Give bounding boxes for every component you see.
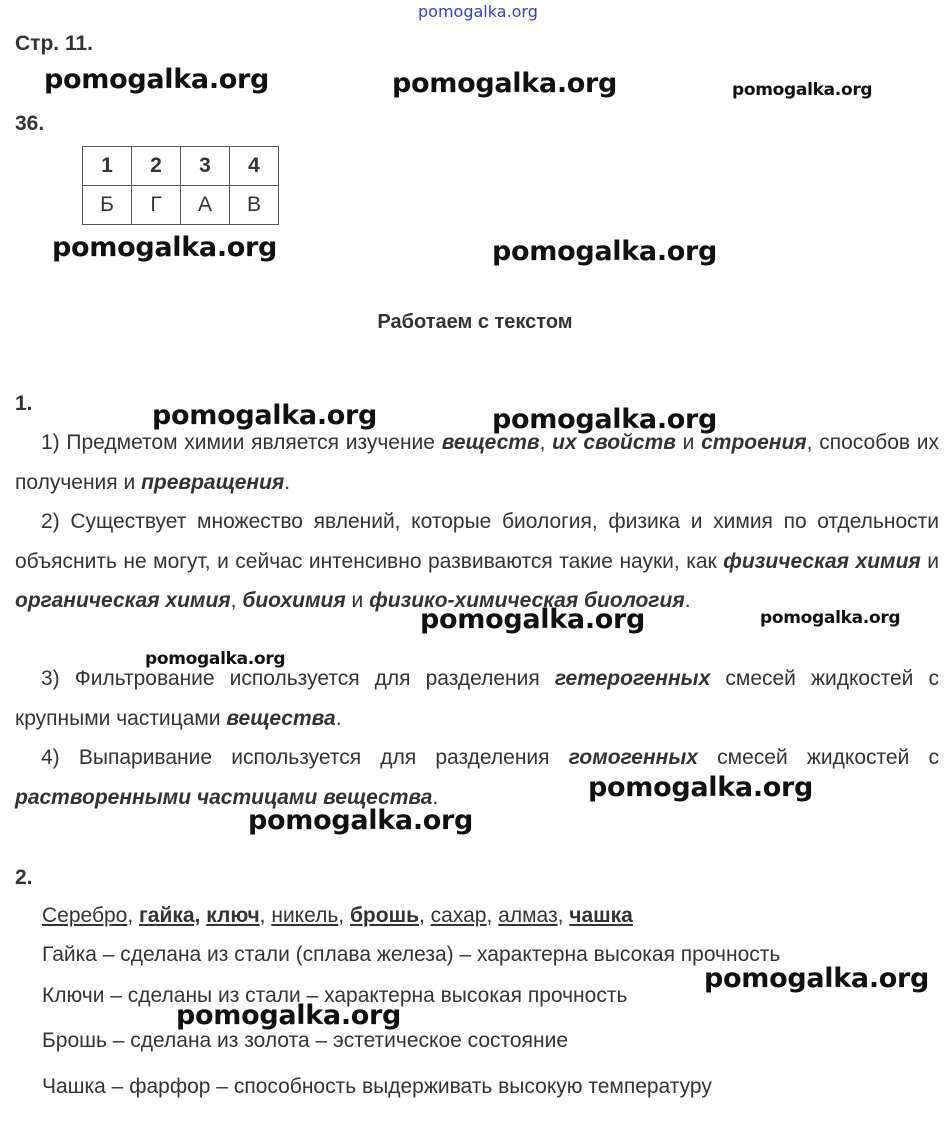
- list-item: алмаз: [498, 904, 558, 927]
- emphasis: гомогенных: [568, 746, 698, 769]
- table-cell: Г: [132, 186, 181, 225]
- text: 2) Существует множество явлений, которые биология, физика и химия по отдельности объяснить не могут, и сейчас интенсивно развиваются такие науки, как: [15, 510, 939, 573]
- watermark: pomogalka.org: [732, 80, 873, 100]
- watermark: pomogalka.org: [176, 1000, 402, 1031]
- emphasis: физико-химическая биология: [369, 589, 685, 612]
- emphasis: превращения: [141, 470, 285, 494]
- text: и: [345, 589, 370, 612]
- text: 1) Предметом химии является изучение: [41, 431, 442, 454]
- watermark: pomogalka.org: [588, 772, 814, 803]
- emphasis: строения: [701, 431, 807, 454]
- watermark: pomogalka.org: [760, 608, 901, 628]
- watermark: pomogalka.org: [248, 805, 474, 836]
- table-cell: А: [181, 186, 230, 225]
- watermark: pomogalka.org: [704, 963, 930, 994]
- table-row: [83, 186, 279, 225]
- list-item: чашка: [569, 904, 633, 927]
- text: и: [675, 431, 702, 454]
- text: смесей жидкостей с крупными частицами: [15, 667, 939, 730]
- separator: ,: [557, 904, 570, 927]
- table-header-cell: 3: [181, 147, 230, 186]
- text: и: [920, 549, 939, 573]
- paragraph-1: [15, 423, 939, 502]
- answer-line: Чашка – фарфор – способность выдерживать высокую температуру: [42, 1075, 712, 1098]
- separator: ,: [419, 904, 431, 927]
- text: 4) Выпаривание используется для разделения: [41, 746, 569, 769]
- watermark: pomogalka.org: [52, 232, 278, 263]
- text: смесей жидкостей с: [697, 746, 939, 769]
- text: .: [284, 470, 291, 494]
- list-item: никель: [271, 904, 339, 927]
- table-cell: Б: [83, 186, 132, 225]
- text: 3) Фильтрование используется для разделения: [41, 667, 555, 690]
- emphasis: органическая химия: [15, 589, 231, 612]
- list-item: гайка,: [139, 904, 201, 927]
- watermark: pomogalka.org: [152, 400, 378, 431]
- list-item: ключ: [206, 904, 260, 927]
- text: , способов их получения и: [15, 431, 939, 494]
- answer-line: Брошь – сделана из золота – эстетическое состояние: [42, 1029, 568, 1052]
- task-2-number: 2.: [15, 866, 33, 889]
- separator: ,: [127, 904, 140, 927]
- answer-line: Ключи – сделаны из стали – характерна высокая прочность: [42, 984, 628, 1007]
- text: ,: [230, 589, 243, 612]
- watermark: pomogalka.org: [145, 649, 286, 669]
- text: .: [432, 785, 439, 809]
- section-title: Работаем с текстом: [377, 311, 573, 333]
- text: ,: [539, 431, 553, 454]
- watermark: pomogalka.org: [44, 64, 270, 95]
- list-item: Серебро: [42, 904, 128, 927]
- emphasis: вещества: [226, 706, 336, 730]
- emphasis: растворенными частицами вещества: [15, 785, 433, 809]
- separator: ,: [486, 904, 499, 927]
- list-item: сахар: [430, 904, 487, 927]
- separator: ,: [259, 904, 272, 927]
- table-cell: В: [230, 186, 279, 225]
- answer-line: Гайка – сделана из стали (сплава железа) – характерна высокая прочность: [42, 943, 781, 966]
- task-36-number: 36.: [15, 112, 45, 135]
- watermark-top: pomogalka.org: [418, 2, 538, 21]
- table-header-cell: 1: [83, 147, 132, 186]
- materials-list: [42, 904, 633, 928]
- answer-table: [82, 146, 279, 225]
- emphasis: биохимия: [242, 589, 346, 612]
- watermark: pomogalka.org: [420, 604, 646, 635]
- emphasis: их свойств: [552, 431, 676, 454]
- paragraph-2: [15, 502, 939, 621]
- paragraph-3: [15, 659, 939, 738]
- table-header-cell: 4: [230, 147, 279, 186]
- table-header-cell: 2: [132, 147, 181, 186]
- separator: ,: [338, 904, 350, 927]
- emphasis: веществ: [441, 431, 540, 454]
- task-1-number: 1.: [15, 392, 33, 415]
- text: .: [684, 589, 691, 612]
- page-reference: Стр. 11.: [15, 32, 93, 55]
- watermark: pomogalka.org: [492, 404, 718, 435]
- text: .: [335, 706, 342, 730]
- watermark: pomogalka.org: [492, 236, 718, 267]
- emphasis: гетерогенных: [554, 667, 711, 690]
- emphasis: физическая химия: [723, 549, 921, 573]
- watermark: pomogalka.org: [392, 68, 618, 99]
- table-header-row: [83, 147, 279, 186]
- list-item: брошь: [349, 904, 419, 927]
